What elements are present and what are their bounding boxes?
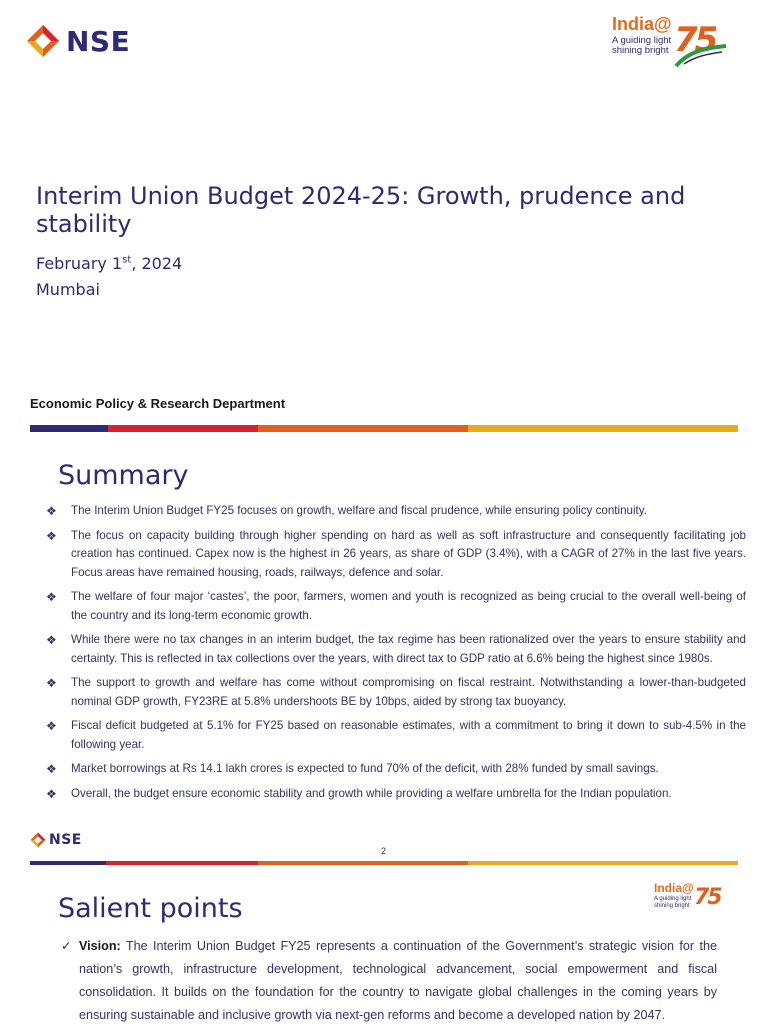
- diamond-bullet-icon: ❖: [46, 786, 57, 801]
- india-at-75-logo: [612, 14, 730, 70]
- summary-item-text: The support to growth and welfare has come without compromising on fiscal restraint. Notwithstanding a lower-than-budgeted nominal GDP growth, FY23RE at 5.8% undershoots BE by 10bps, aided by strong tax buoyancy.: [71, 676, 746, 708]
- nse-logo-mark-icon: [30, 832, 46, 848]
- summary-item: [31, 588, 746, 625]
- department-name: Economic Policy & Research Department: [30, 396, 286, 411]
- divider-segment-orange: [258, 861, 468, 865]
- salient-list: [31, 935, 717, 1027]
- summary-item: [31, 785, 746, 804]
- diamond-bullet-icon: ❖: [46, 633, 57, 647]
- summary-item: [31, 631, 746, 668]
- report-date: [36, 254, 182, 273]
- divider-segment-red: [106, 861, 258, 865]
- summary-item: [31, 527, 746, 583]
- divider-segment-gold: [468, 425, 738, 432]
- summary-item: [31, 717, 746, 754]
- india-logo-tagline-line2: shining bright: [612, 45, 669, 57]
- summary-item-text: Fiscal deficit budgeted at 5.1% for FY25 based on reasonable estimates, with a commitment to bring it down to sub-4.5% in the following year.: [71, 719, 746, 751]
- checkmark-icon: ✓: [61, 939, 72, 953]
- summary-item: [31, 674, 746, 711]
- summary-item-text: Overall, the budget ensure economic stability and growth while providing a welfare umbrella for the Indian population.: [71, 786, 672, 800]
- footer-india-logo-tagline-line2: shining bright: [654, 902, 690, 909]
- divider-segment-red: [108, 425, 258, 432]
- india-logo-title: India@: [612, 14, 672, 34]
- salient-heading: Salient points: [58, 893, 243, 924]
- diamond-bullet-icon: ❖: [46, 719, 57, 733]
- footer-india-at-75-logo: [654, 881, 730, 917]
- summary-heading: Summary: [58, 460, 189, 491]
- diamond-bullet-icon: ❖: [46, 590, 57, 604]
- salient-item-label: Vision:: [79, 939, 121, 953]
- diamond-bullet-icon: ❖: [46, 528, 57, 543]
- summary-item-text: The welfare of four major ‘castes’, the poor, farmers, women and youth is recognized as being crucial to the overall well-being of the country and its long-term economic growth.: [71, 590, 746, 622]
- diamond-bullet-icon: ❖: [46, 762, 57, 776]
- summary-item-text: Market borrowings at Rs 14.1 lakh crores is expected to fund 70% of the deficit, with 28% funded by small savings.: [71, 762, 659, 775]
- diamond-bullet-icon: ❖: [46, 504, 57, 518]
- india-logo-stroke-icon: [674, 44, 728, 73]
- report-date-day: February 1: [36, 254, 123, 273]
- color-divider-top: [30, 425, 738, 432]
- salient-item: [31, 935, 717, 1027]
- summary-item-text: While there were no tax changes in an interim budget, the tax regime has been rationalized over the years to ensure stability and certainty. This is reflected in tax collections over the years, with direct tax to GDP ratio at 6.6% being the highest since 1980s.: [71, 633, 746, 665]
- india-logo-tagline-line1: A guiding light: [612, 35, 672, 46]
- nse-logo-text: NSE: [66, 24, 131, 58]
- footer-nse-logo: [30, 832, 82, 848]
- divider-segment-navy: [30, 861, 106, 865]
- summary-item: [31, 502, 746, 521]
- report-location: Mumbai: [36, 280, 100, 299]
- footer-india-logo-tagline-line1: A guiding light: [654, 896, 692, 902]
- divider-segment-gold: [468, 861, 738, 865]
- summary-item: [31, 760, 746, 779]
- india-logo-number: 75: [674, 20, 716, 60]
- footer-india-logo-tagline: [654, 896, 691, 909]
- summary-list: [31, 502, 746, 809]
- footer-nse-logo-text: NSE: [49, 832, 82, 848]
- footer-india-logo-number: 75: [694, 885, 721, 910]
- nse-logo-mark-icon: [26, 24, 60, 58]
- summary-item-text: The Interim Union Budget FY25 focuses on growth, welfare and fiscal prudence, while ensuring policy continuity.: [71, 504, 647, 517]
- report-date-suffix: st: [122, 254, 132, 266]
- page-number: 2: [381, 846, 387, 856]
- color-divider-footer: [30, 861, 738, 865]
- nse-logo: [26, 24, 130, 58]
- divider-segment-navy: [30, 425, 108, 432]
- diamond-bullet-icon: ❖: [46, 676, 57, 690]
- page-title: Interim Union Budget 2024-25: Growth, prudence and stability: [36, 182, 686, 238]
- summary-item-text: The focus on capacity building through higher spending on hard as well as soft infrastructure and consequently facilitating job creation has continued. Capex now is the highest in 26 years, as share of GDP (3.4%), with a CAGR of 27% in the last five years. Focus areas have remained housing, roads, railways, defence and solar.: [71, 528, 746, 579]
- footer-india-logo-title: India@: [654, 881, 694, 895]
- report-date-year: , 2024: [131, 254, 183, 273]
- salient-item-text: The Interim Union Budget FY25 represents a continuation of the Government’s strategic vision for the nation’s growth, infrastructure development, technological advancement, social empowerment and fiscal consolidation. It builds on the foundation for the country to navigate global challenges in the coming years by ensuring sustainable and inclusive growth via next-gen reforms and become a developed nation by 2047.: [79, 939, 717, 1022]
- india-logo-tagline: [612, 36, 671, 57]
- divider-segment-orange: [258, 425, 468, 432]
